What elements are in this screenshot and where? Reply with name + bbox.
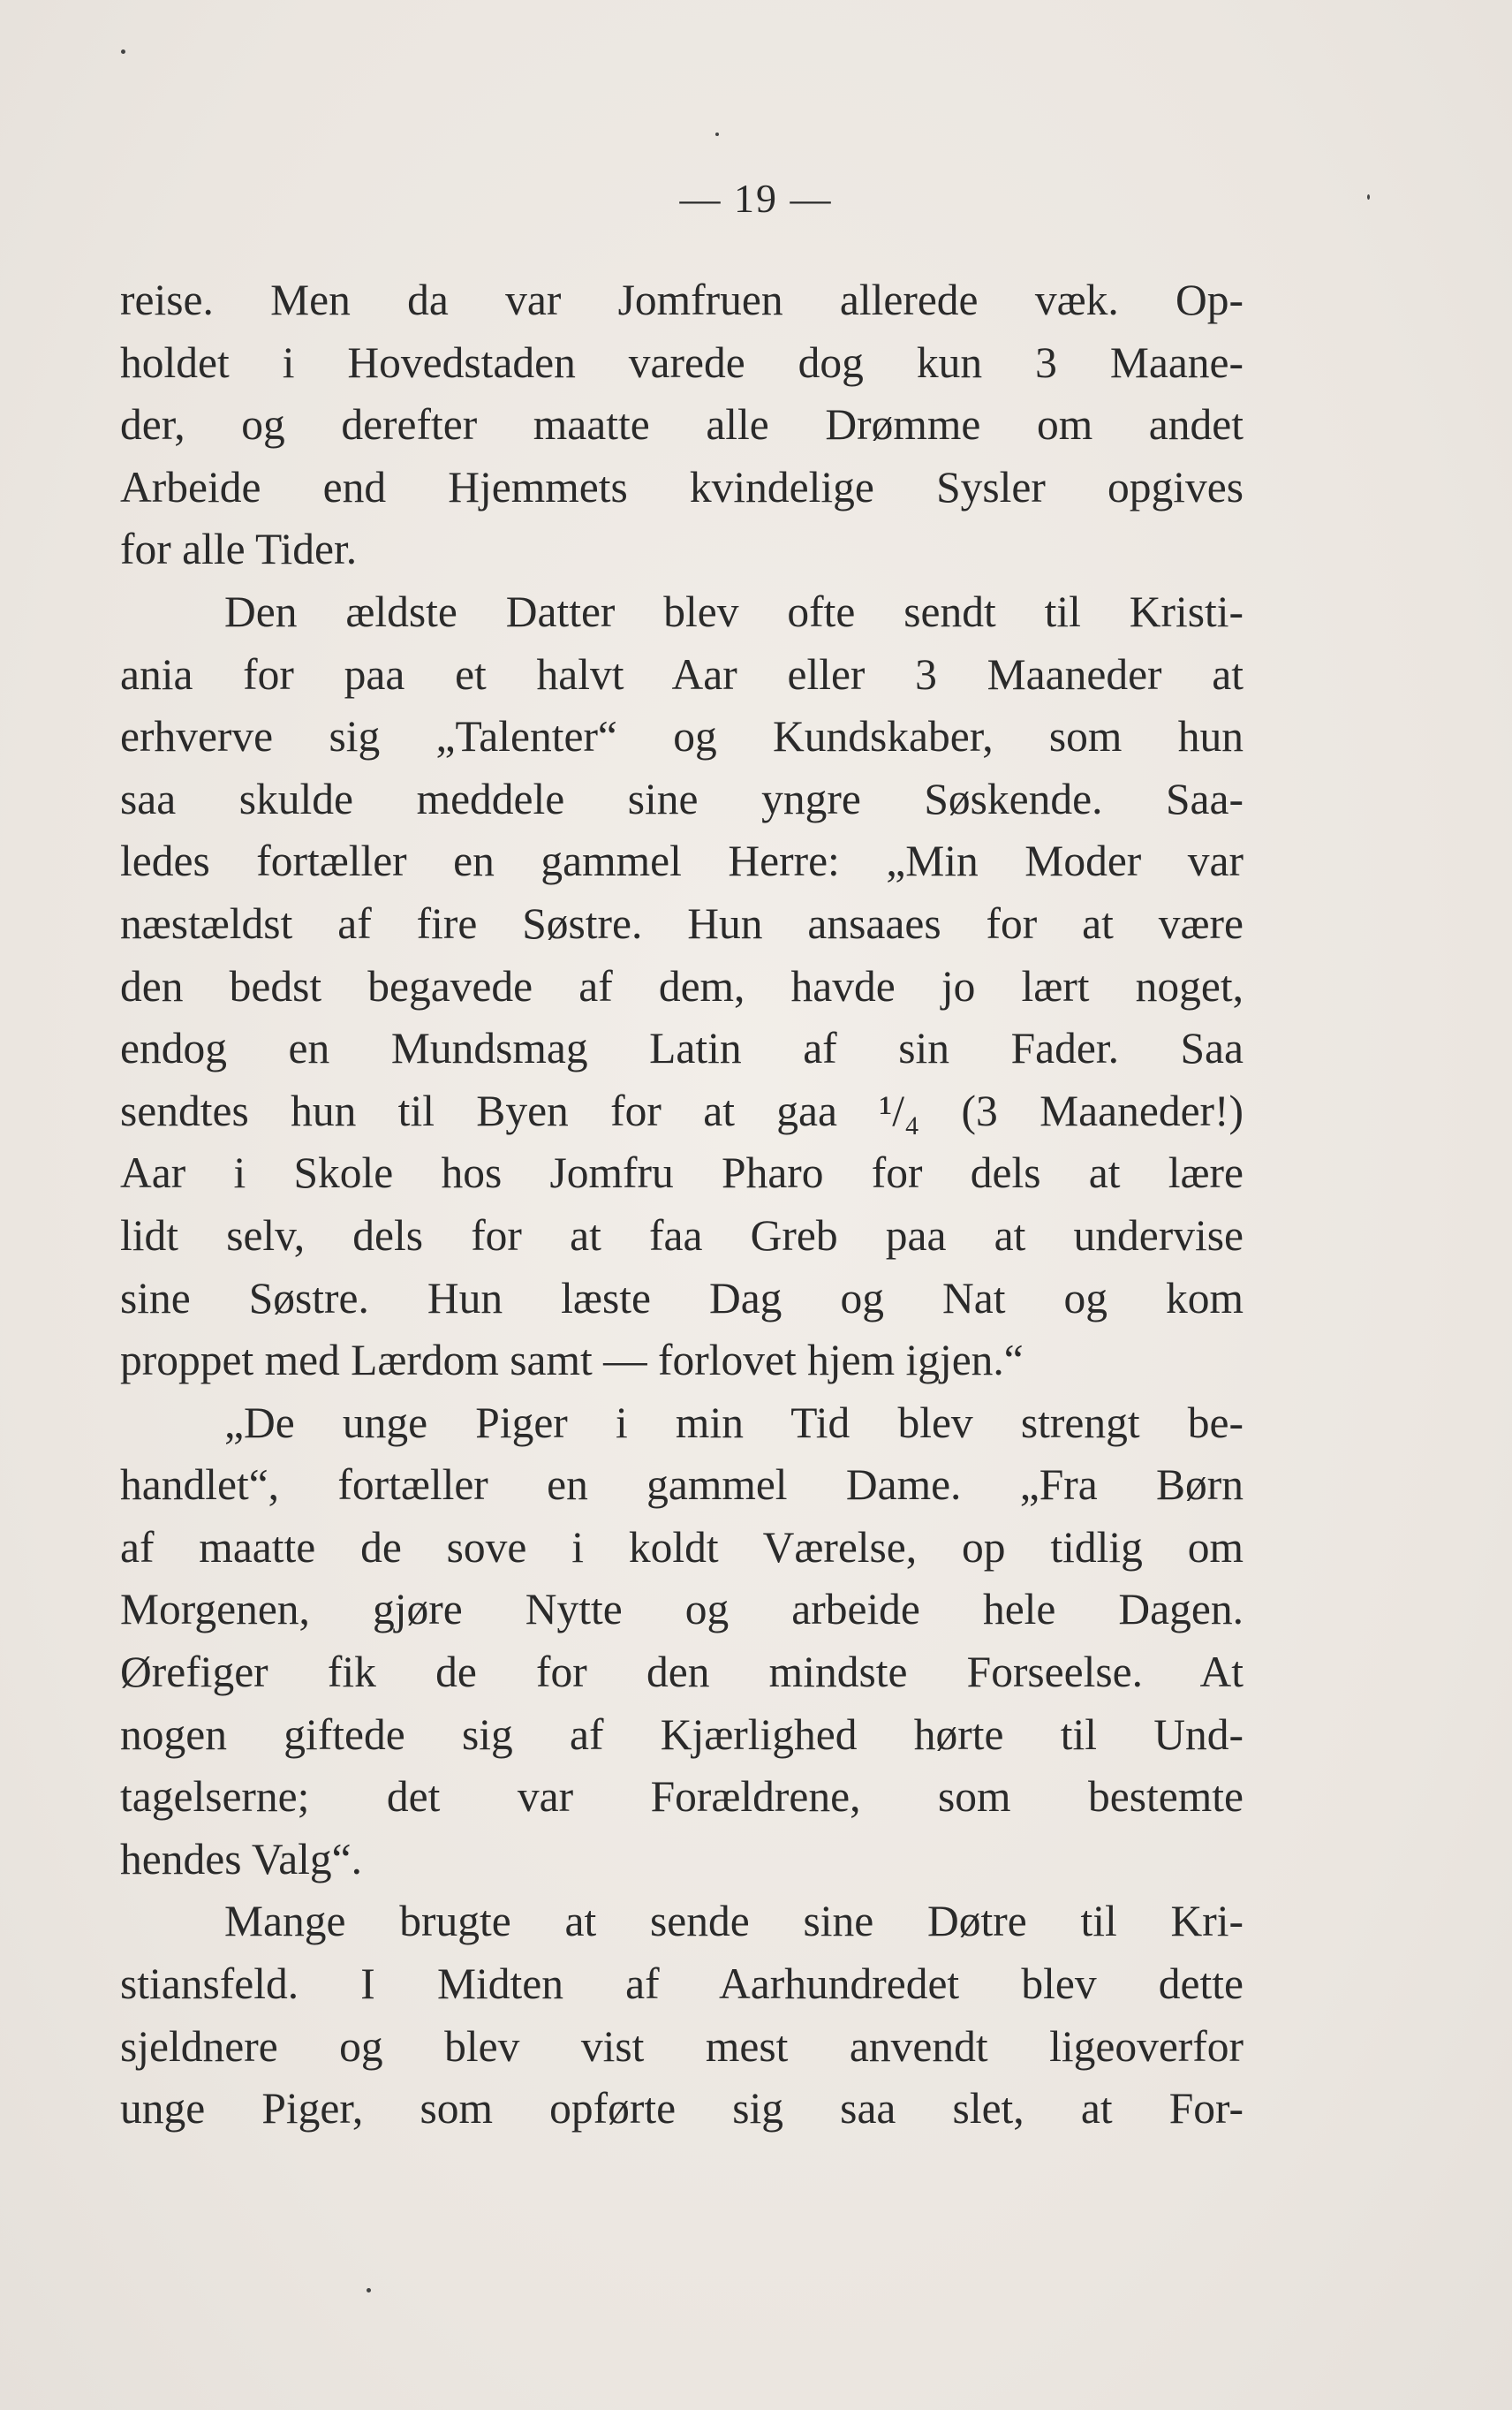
text-line: lidt selv, dels for at faa Greb paa at undervise xyxy=(120,1210,1244,1260)
text-line: Den ældste Datter blev ofte sendt til Kristi- xyxy=(224,587,1244,636)
text-line: sjeldnere og blev vist mest anvendt ligeoverfor xyxy=(120,2021,1244,2071)
text-line: saa skulde meddele sine yngre Søskende. Saa- xyxy=(120,774,1244,823)
paper-speck xyxy=(715,133,719,136)
text-line: hendes Valg“. xyxy=(120,1834,363,1883)
page-number: — 19 — xyxy=(679,176,833,221)
text-line: sendtes hun til Byen for at gaa ¹/₄ (3 Maaneder!) xyxy=(120,1086,1244,1135)
text-line: ania for paa et halvt Aar eller 3 Maaneder at xyxy=(120,649,1244,699)
text-line: tagelserne; det var Forældrene, som bestemte xyxy=(120,1772,1244,1822)
text-line: proppet med Lærdom samt — forlovet hjem igjen.“ xyxy=(120,1336,1024,1385)
paper-speck xyxy=(121,49,125,54)
paper-speck xyxy=(1367,194,1370,200)
text-line: Mange brugte at sende sine Døtre til Kri- xyxy=(224,1897,1244,1946)
text-line: holdet i Hovedstaden varede dog kun 3 Maane- xyxy=(120,337,1244,387)
paper-speck xyxy=(367,2288,371,2293)
text-line: for alle Tider. xyxy=(120,525,358,574)
body-text xyxy=(120,269,1244,2141)
text-line: stiansfeld. I Midten af Aarhundredet blev dette xyxy=(120,1959,1244,2009)
text-line: næstældst af fire Søstre. Hun ansaaes for at være xyxy=(120,898,1244,948)
text-line: endog en Mundsmag Latin af sin Fader. Saa xyxy=(120,1024,1244,1073)
text-line: Arbeide end Hjemmets kvindelige Sysler opgives xyxy=(120,462,1244,512)
text-line: unge Piger, som opførte sig saa slet, at For- xyxy=(120,2084,1244,2133)
text-line: nogen giftede sig af Kjærlighed hørte til Und- xyxy=(120,1709,1244,1759)
text-line: sine Søstre. Hun læste Dag og Nat og kom xyxy=(120,1273,1244,1322)
text-line: „De unge Piger i min Tid blev strengt be- xyxy=(224,1398,1244,1447)
text-line: der, og derefter maatte alle Drømme om andet xyxy=(120,400,1244,450)
text-line: af maatte de sove i koldt Værelse, op tidlig om xyxy=(120,1522,1244,1572)
text-line: erhverve sig „Talenter“ og Kundskaber, som hun xyxy=(120,712,1244,762)
text-line: Aar i Skole hos Jomfru Pharo for dels at lære xyxy=(120,1148,1244,1198)
text-line: den bedst begavede af dem, havde jo lært noget, xyxy=(120,961,1244,1011)
text-line: ledes fortæller en gammel Herre: „Min Moder var xyxy=(120,837,1244,886)
text-line: Ørefiger fik de for den mindste Forseelse. At xyxy=(120,1648,1244,1697)
text-line: handlet“, fortæller en gammel Dame. „Fra Børn xyxy=(120,1460,1244,1510)
text-line: Morgenen, gjøre Nytte og arbeide hele Dagen. xyxy=(120,1585,1244,1634)
text-line: reise. Men da var Jomfruen allerede væk. Op- xyxy=(120,276,1244,324)
